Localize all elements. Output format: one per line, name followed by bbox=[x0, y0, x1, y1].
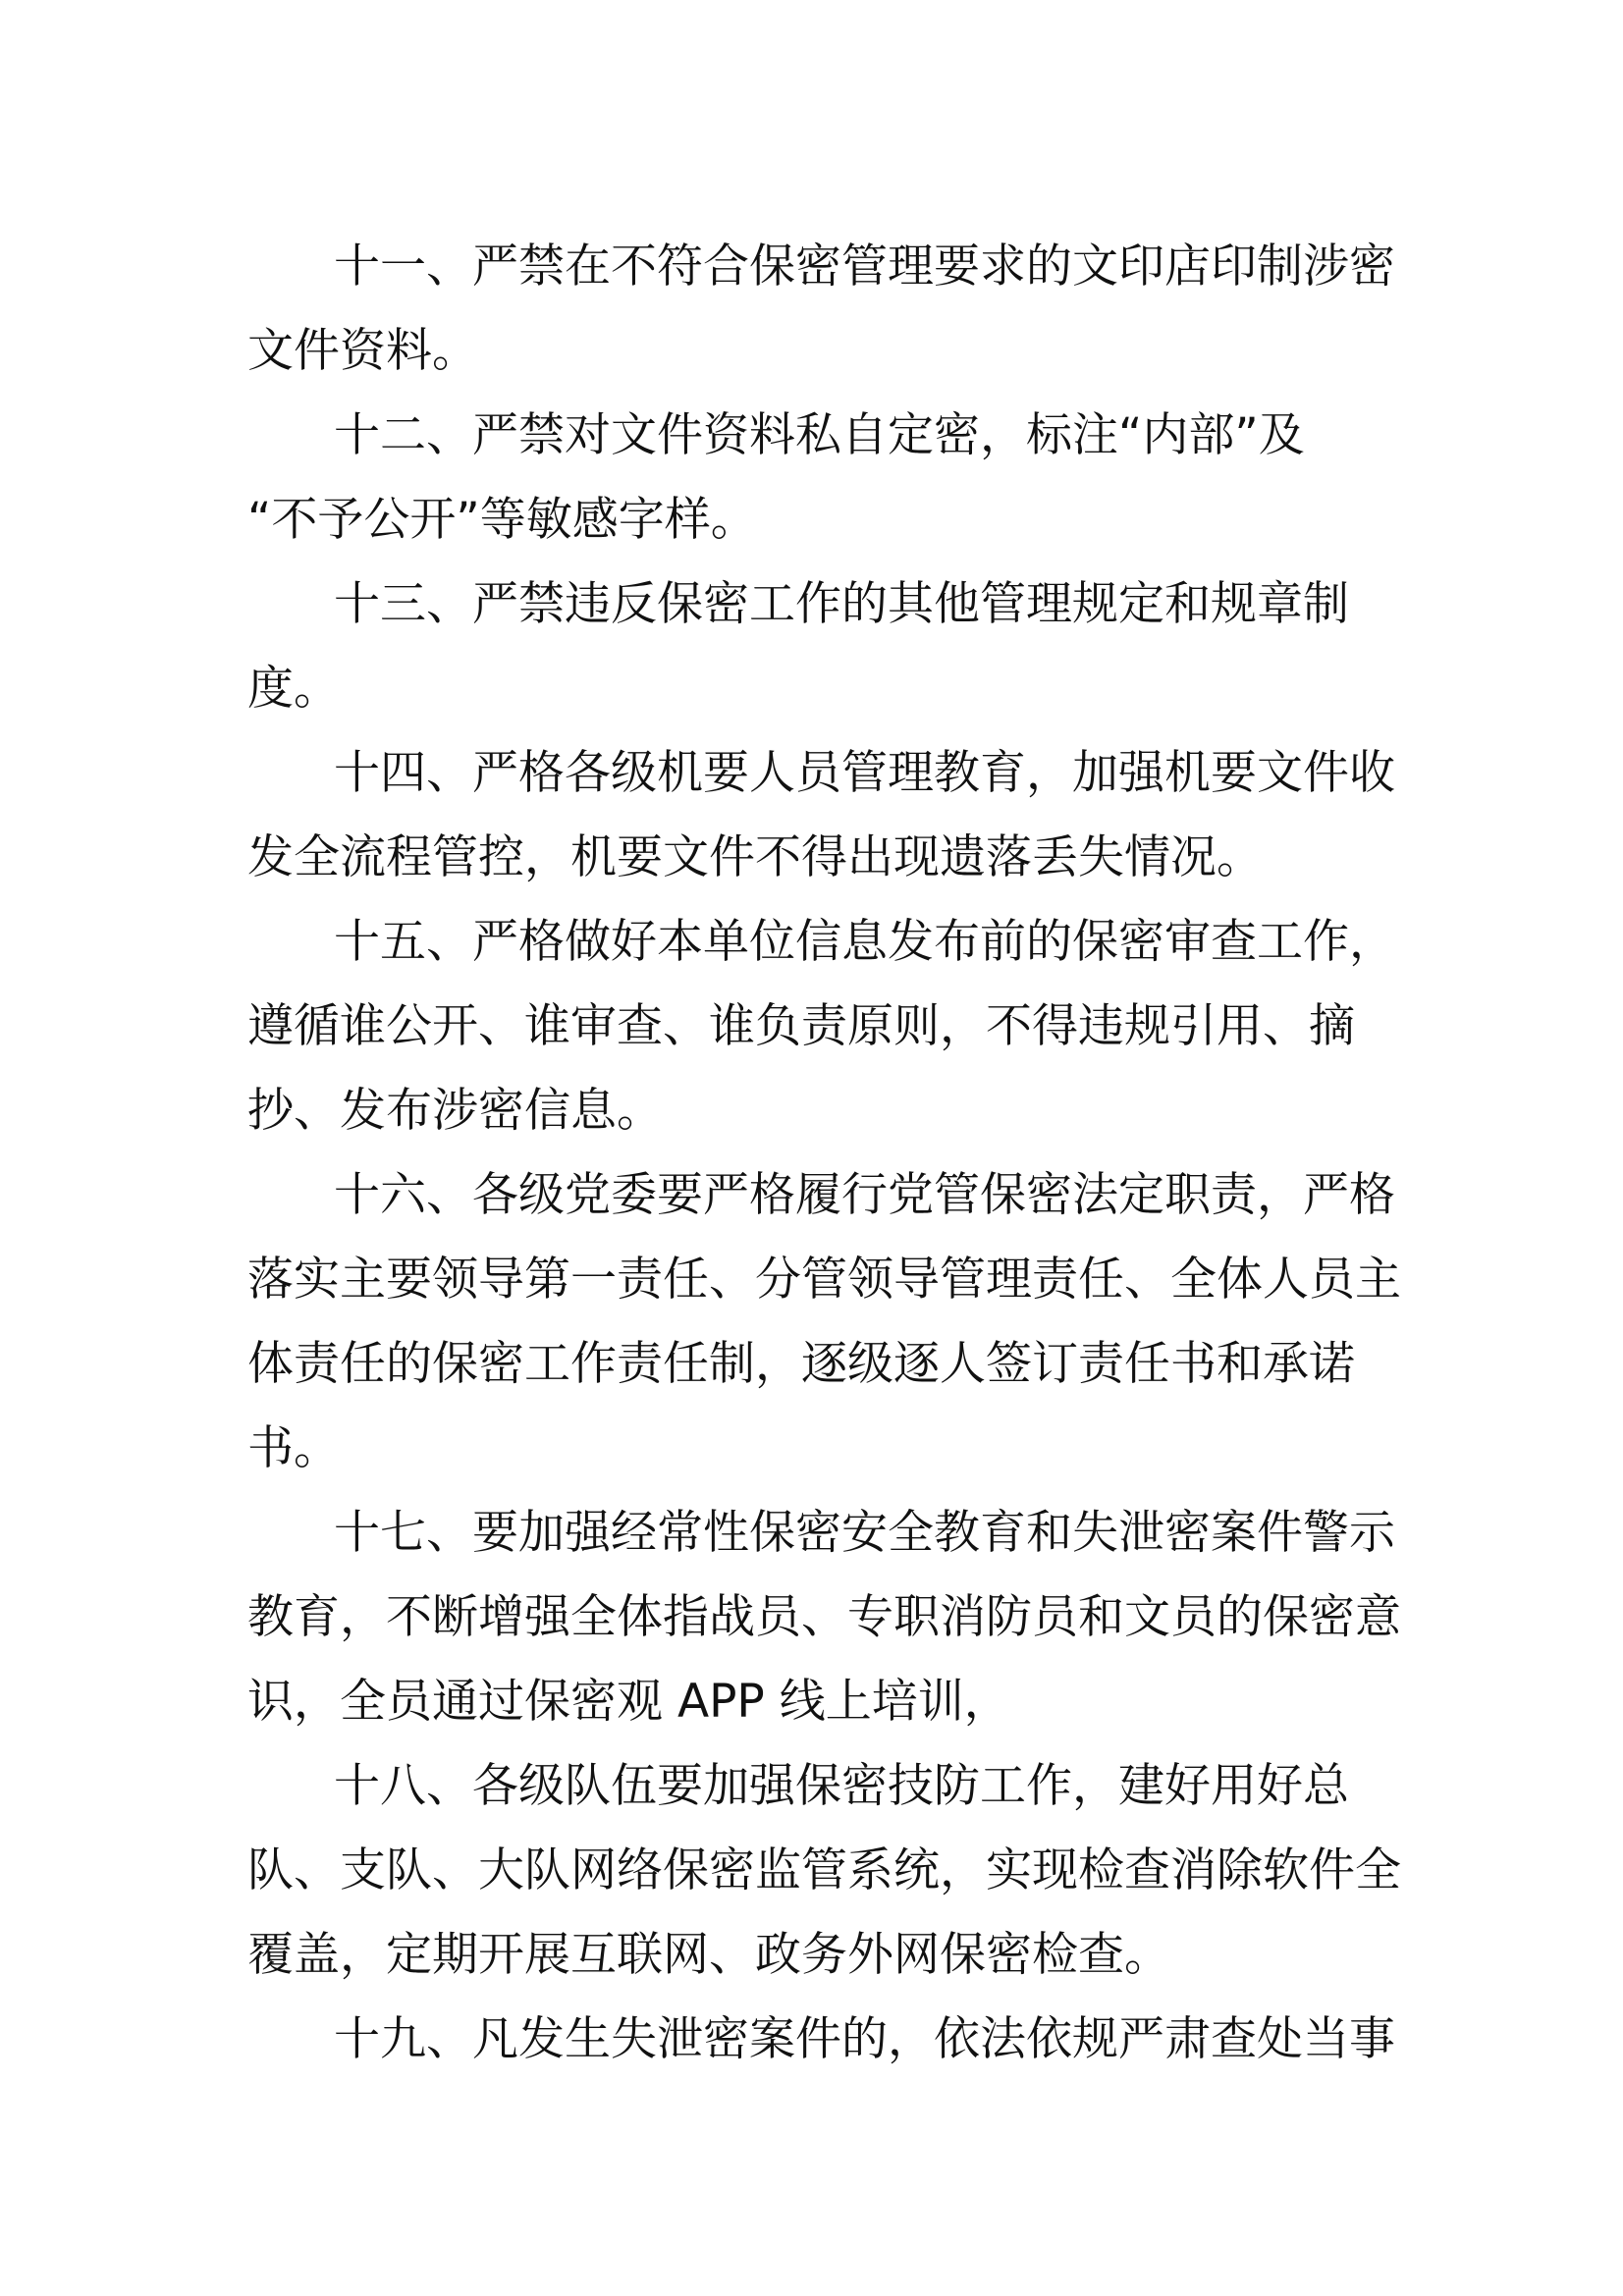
text-line: 十五、严格做好本单位信息发布前的保密审查工作， bbox=[334, 915, 1395, 969]
text-line: 落实主要领导第一责任、分管领导管理责任、全体人员主 bbox=[247, 1253, 1401, 1307]
text-line: 遵循谁公开、谁审查、谁负责原则，不得违规引用、摘 bbox=[247, 999, 1355, 1053]
text-line: 发全流程管控，机要文件不得出现遗落丢失情况。 bbox=[247, 830, 1263, 884]
text-line: 十八、各级队伍要加强保密技防工作，建好用好总 bbox=[334, 1759, 1349, 1813]
text-line: 覆盖，定期开展互联网、政务外网保密检查。 bbox=[247, 1928, 1170, 1982]
text-line: 体责任的保密工作责任制，逐级逐人签订责任书和承诺 bbox=[247, 1337, 1355, 1391]
text-line: 十七、要加强经常性保密安全教育和失泄密案件警示 bbox=[334, 1506, 1395, 1560]
text-line: “不予公开”等敏感字样。 bbox=[247, 493, 757, 547]
text-line: 十六、各级党委要严格履行党管保密法定职责，严格 bbox=[334, 1168, 1395, 1222]
text-line: 识，全员通过保密观 APP 线上培训， bbox=[247, 1675, 1010, 1729]
text-line: 十二、严禁对文件资料私自定密，标注“内部”及 bbox=[334, 408, 1305, 462]
text-line: 十四、严格各级机要人员管理教育，加强机要文件收 bbox=[334, 746, 1395, 800]
text-line: 文件资料。 bbox=[247, 324, 478, 378]
text-line: 书。 bbox=[247, 1421, 340, 1475]
text-line: 十三、严禁违反保密工作的其他管理规定和规章制 bbox=[334, 577, 1349, 631]
text-line: 十九、凡发生失泄密案件的，依法依规严肃查处当事 bbox=[334, 2012, 1395, 2066]
text-line: 十一、严禁在不符合保密管理要求的文印店印制涉密 bbox=[334, 240, 1395, 294]
text-line: 队、支队、大队网络保密监管系统，实现检查消除软件全 bbox=[247, 1843, 1401, 1897]
text-line: 教育，不断增强全体指战员、专职消防员和文员的保密意 bbox=[247, 1590, 1401, 1644]
text-line: 抄、发布涉密信息。 bbox=[247, 1084, 663, 1138]
text-line: 度。 bbox=[247, 662, 340, 716]
